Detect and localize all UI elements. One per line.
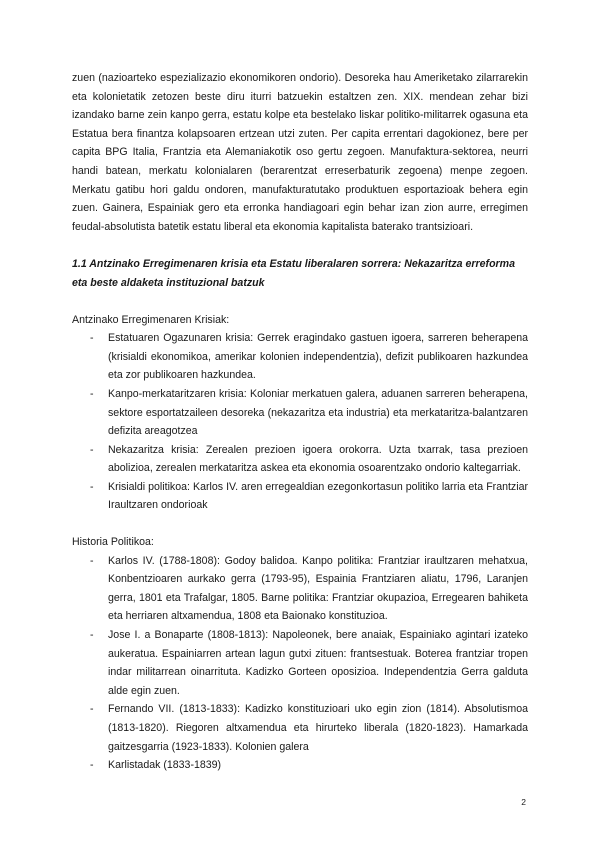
document-page: [72, 69, 528, 775]
list-item-text: Kanpo-merkataritzaren krisia: Koloniar merkatuen galera, aduanen sarreren beherapena, sektore esportatzaileen desoreka (nekazaritza eta industria) eta merkataritza-balantzaren defizita areagotzea: [108, 387, 528, 438]
dash-bullet: -: [90, 759, 94, 772]
dash-bullet: -: [90, 703, 94, 716]
list-item-text: Estatuaren Ogazunaren krisia: Gerrek eragindako gastuen igoera, sarreren beherapena (krisialdi ekonomikoa, amerikar kolonien independentzia), defizit publikoaren hazkundea eta zor publikoaren hazkundea.: [108, 332, 528, 382]
list-item-text: Karlos IV. (1788-1808): Godoy balidoa. Kanpo politika: Frantziar iraultzaren mehatxua, Konbentzioaren aurkako gerra (1793-95), Espainia Frantziaren aliatu, 1796, Laranjen gerra, 1801 eta Trafalgar, 1805. Barne politika: Frantziar okupazioa, Erregearen bahiketa eta herriaren altxamendua, 1808 eta Baionako konstituzioa.: [108, 554, 528, 623]
list-item: [72, 329, 528, 385]
list-item-text: Karlistadak (1833-1839): [108, 759, 222, 772]
dash-bullet: -: [90, 387, 94, 400]
history-list: [72, 552, 528, 775]
page-number: 2: [521, 797, 526, 807]
list-item: [72, 626, 528, 700]
history-heading: Historia Politikoa:: [72, 536, 154, 549]
list-item: [72, 385, 528, 441]
list-item-text: Krisialdi politikoa: Karlos IV. aren erregealdian ezegonkortasun politiko larria eta Frantziar Iraultzaren ondorioak: [108, 480, 528, 512]
dash-bullet: -: [90, 554, 94, 567]
list-item: [72, 552, 528, 626]
dash-bullet: -: [90, 443, 94, 456]
list-item: [72, 756, 528, 775]
crises-list: [72, 329, 528, 515]
section-title: 1.1 Antzinako Erregimenaren krisia eta Estatu liberalaren sorrera: Nekazaritza erreforma eta beste aldaketa instituzional batzuk: [72, 258, 515, 289]
dash-bullet: -: [90, 332, 94, 345]
dash-bullet: -: [90, 629, 94, 642]
list-item-text: Nekazaritza krisia: Zerealen prezioen igoera orokorra. Uzta txarrak, tasa prezioen abolizioa, zerealen merkataritza askea eta ekonomia osoarentzako ondorio kaltegarriak.: [108, 443, 528, 475]
dash-bullet: -: [90, 480, 94, 493]
list-item: [72, 441, 528, 478]
list-item: [72, 700, 528, 756]
intro-paragraph: zuen (nazioarteko espezializazio ekonomikoren ondorio). Desoreka hau Ameriketako zilarrarekin eta kolonietatik zetozen beste diru iturri batzuekin estaltzen zen. XIX. mendean zehar bizi izandako barne zein kanpo gerra, estatu kolpe eta bestelako liskar politiko-militarrek ogasuna eta Estatua bera finantza kolapsoaren ertzean utzi zuten. Per capita errentari dagokionez, bere per capita BPG Italia, Frantzia eta Alemaniakotik oso gertu zegoen. Manufaktura-sektorea, neurri handi batean, merkatu kolonialaren (berarentzat erreserbaturik zegoena) menpe zegoen. Merkatu gatibu hori galdu ondoren, manufakturatutako produktuen esportazioak behera egin zuen. Gainera, Espainiak gero eta erronka handiagoari egin behar izan zion aurre, erregimen feudal-absolutista batetik estatu liberal eta ekonomia kapitalista baterako trantsizioari.: [72, 72, 528, 233]
list-item-text: Fernando VII. (1813-1833): Kadizko konstituzioari uko egin zion (1814). Absolutismoa (1813-1820). Riegoren altxamendua eta hirurteko liberala (1820-1823). Hamarkada gaitzesgarria (1923-1833). Kolonien galera: [108, 703, 528, 753]
list-item-text: Jose I. a Bonaparte (1808-1813): Napoleonek, bere anaiak, Espainiako agintari izateko aukeratua. Espainiarren artean lagun gutxi zituen: frantsestuak. Boterea frantziar tropen indar militarrean oinarrituta. Kadizko Gorteen oposizioa. Independentzia Gerra galduta alde egin zuen.: [108, 629, 528, 697]
list-item: [72, 478, 528, 515]
crises-heading: Antzinako Erregimenaren Krisiak:: [72, 313, 230, 326]
